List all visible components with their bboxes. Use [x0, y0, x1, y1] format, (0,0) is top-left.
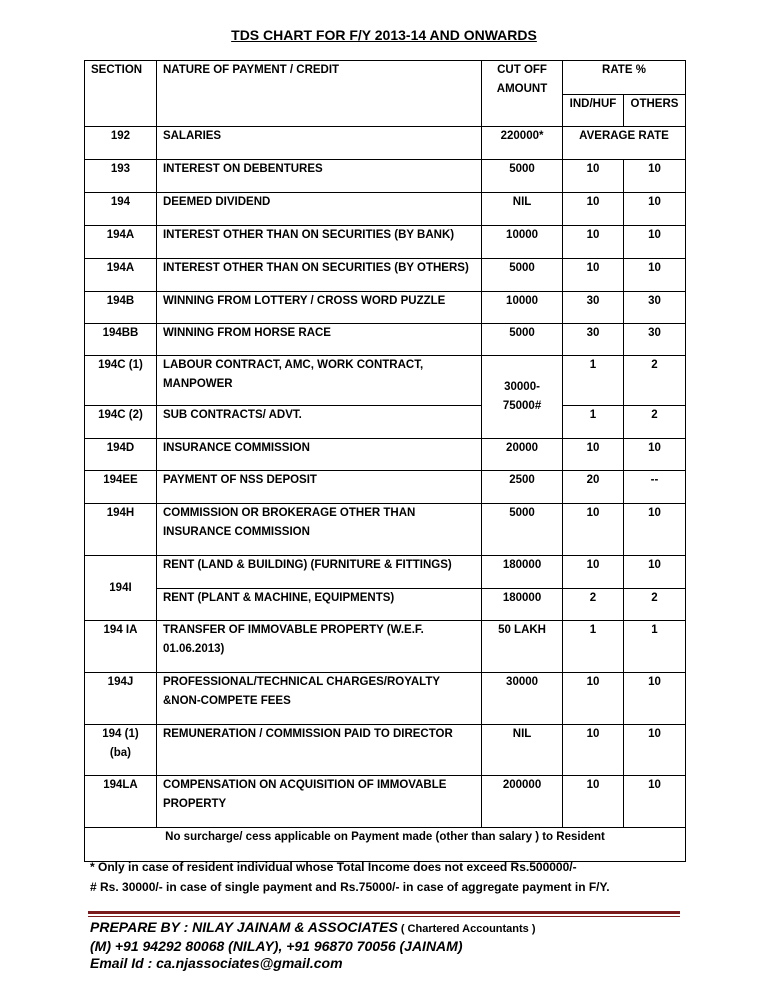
nature-header: NATURE OF PAYMENT / CREDIT: [156, 61, 481, 127]
table-row: 194A INTEREST OTHER THAN ON SECURITIES (BY OTHERS) 5000 10 10: [85, 259, 686, 292]
table-row: 194C (2) SUB CONTRACTS/ ADVT. 1 2: [85, 406, 686, 439]
prepared-by-block: [90, 919, 536, 972]
table-row: 194B WINNING FROM LOTTERY / CROSS WORD PUZZLE 10000 30 30: [85, 292, 686, 324]
table-row: 194 DEEMED DIVIDEND NIL 10 10: [85, 193, 686, 226]
footer-rule-thin: [88, 916, 680, 917]
table-row: 194LA COMPENSATION ON ACQUISITION OF IMMOVABLE PROPERTY 200000 10 10: [85, 776, 686, 828]
firm-type: ( Chartered Accountants ): [397, 923, 536, 935]
section-header: SECTION: [85, 61, 157, 127]
table-row: 194C (1) LABOUR CONTRACT, AMC, WORK CONTRACT, MANPOWER 30000- 75000# 1 2: [85, 356, 686, 406]
rate-header: RATE %: [562, 61, 685, 95]
table-row: 194A INTEREST OTHER THAN ON SECURITIES (BY BANK) 10000 10 10: [85, 226, 686, 259]
table-row: 194D INSURANCE COMMISSION 20000 10 10: [85, 439, 686, 471]
table-row: 194 (1) (ba) REMUNERATION / COMMISSION PAID TO DIRECTOR NIL 10 10: [85, 725, 686, 776]
table-row: RENT (PLANT & MACHINE, EQUIPMENTS) 180000 2 2: [85, 589, 686, 621]
footer-rule: [88, 911, 680, 914]
table-row: 194BB WINNING FROM HORSE RACE 5000 30 30: [85, 324, 686, 356]
table-row: 194J PROFESSIONAL/TECHNICAL CHARGES/ROYALTY &NON-COMPETE FEES 30000 10 10: [85, 673, 686, 725]
table-row: 194I RENT (LAND & BUILDING) (FURNITURE & FITTINGS) 180000 10 10: [85, 556, 686, 589]
note-row: [85, 828, 686, 862]
ind-huf-header: IND/HUF: [562, 95, 623, 127]
contract-cutoff: 30000- 75000#: [482, 356, 563, 439]
cutoff-header: CUT OFF AMOUNT: [482, 61, 563, 127]
page-title: TDS CHART FOR F/Y 2013-14 AND ONWARDS: [231, 27, 537, 43]
footnote-star: * Only in case of resident individual whose Total Income does not exceed Rs.500000/-: [90, 860, 577, 874]
prepared-by: PREPARE BY : NILAY JAINAM & ASSOCIATES: [90, 919, 398, 935]
header-row: [85, 61, 686, 95]
table-note: No surcharge/ cess applicable on Payment made (other than salary ) to Resident: [85, 828, 686, 862]
tds-table: [84, 60, 686, 862]
table-row: 194EE PAYMENT OF NSS DEPOSIT 2500 20 --: [85, 471, 686, 504]
footnote-hash: # Rs. 30000/- in case of single payment and Rs.75000/- in case of aggregate payment in F/Y.: [90, 880, 610, 894]
contact-email: Email Id : ca.njassociates@gmail.com: [90, 955, 343, 971]
table-row: 193 INTEREST ON DEBENTURES 5000 10 10: [85, 160, 686, 193]
table-row: 194H COMMISSION OR BROKERAGE OTHER THAN INSURANCE COMMISSION 5000 10 10: [85, 504, 686, 556]
contact-mobile: (M) +91 94292 80068 (NILAY), +91 96870 70056 (JAINAM): [90, 938, 463, 954]
others-header: OTHERS: [623, 95, 685, 127]
table-row: 194 IA TRANSFER OF IMMOVABLE PROPERTY (W.E.F. 01.06.2013) 50 LAKH 1 1: [85, 621, 686, 673]
table-row: 192 SALARIES 220000* AVERAGE RATE: [85, 127, 686, 160]
